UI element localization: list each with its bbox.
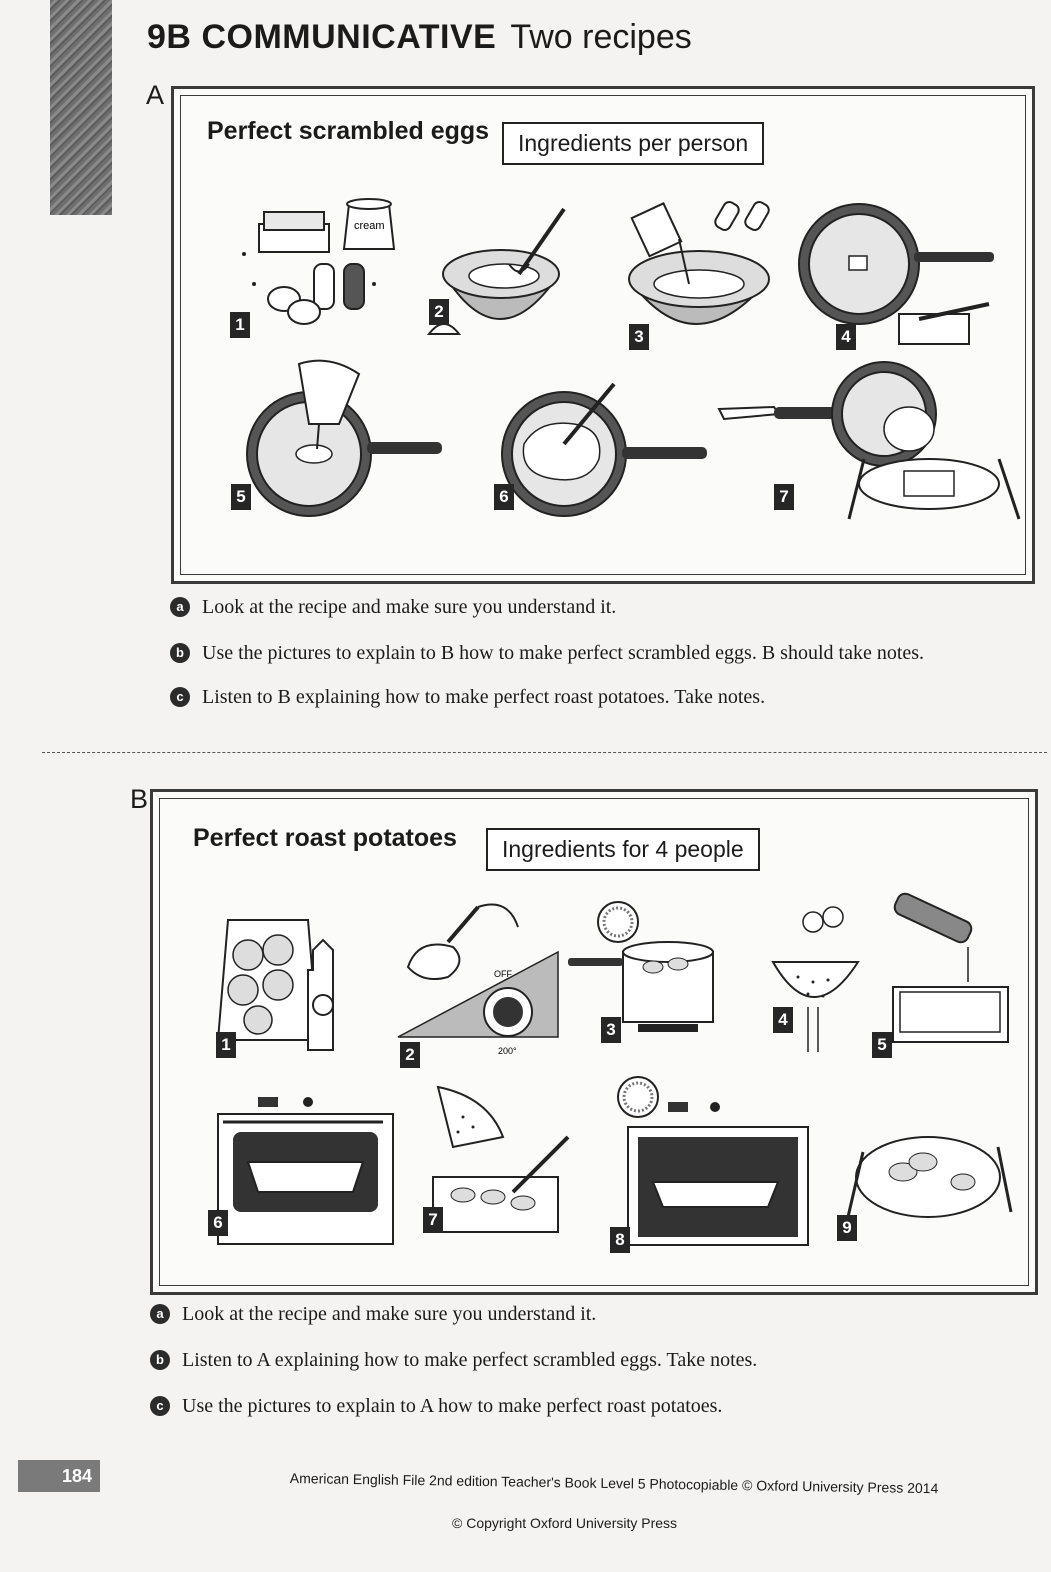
section-b-letter: B	[130, 784, 149, 814]
footer-credit: American English File 2nd edition Teacher's Book Level 5 Photocopiable © Oxford University Press 2014	[289, 1470, 939, 1497]
step-number: 2	[429, 299, 449, 325]
task-text: Listen to B explaining how to make perfect roast potatoes. Take notes.	[202, 686, 766, 708]
page-subtitle: Two recipes	[510, 18, 692, 56]
step-number: 6	[208, 1210, 228, 1236]
recipe-b-step-5-illustration	[868, 892, 1018, 1057]
recipe-b-step-8-illustration	[603, 1072, 813, 1249]
task-badge: a	[170, 597, 190, 617]
activity-type: COMMUNICATIVE	[201, 18, 497, 56]
task-text: Use the pictures to explain to B how to make perfect scrambled eggs. B should take notes.	[202, 642, 925, 664]
step-number: 7	[774, 484, 794, 510]
dial-temp-label: 200°	[498, 1046, 517, 1056]
recipe-b-box	[150, 789, 1038, 1295]
step-number: 5	[231, 484, 251, 510]
step-number: 3	[629, 324, 649, 350]
unit-code: 9B	[147, 18, 192, 56]
task-b	[170, 642, 924, 665]
recipe-b-step-2-illustration	[378, 892, 568, 1064]
step-number: 1	[216, 1032, 236, 1058]
recipe-a-step-1-illustration	[224, 194, 414, 359]
recipe-b-step-7-illustration	[418, 1077, 588, 1242]
task-badge: b	[170, 643, 190, 663]
step-number: 9	[837, 1215, 857, 1241]
step-number: 5	[872, 1032, 892, 1058]
dial-off-label: OFF	[494, 969, 512, 979]
task-badge: c	[150, 1396, 170, 1416]
step-number: 2	[400, 1042, 420, 1068]
recipe-a-step-5-illustration	[229, 354, 444, 519]
recipe-b-step-4-illustration	[763, 892, 873, 1057]
step-number: 4	[836, 324, 856, 350]
recipe-a-step-4-illustration	[789, 194, 999, 359]
footer-copyright: © Copyright Oxford University Press	[452, 1515, 678, 1531]
recipe-b-step-9-illustration	[833, 1132, 1013, 1297]
page-number: 184	[18, 1460, 100, 1492]
recipe-b-step-1-illustration	[208, 890, 358, 1055]
recipe-b-ingredients-label: Ingredients for 4 people	[486, 828, 760, 871]
task-badge: a	[150, 1304, 170, 1324]
task-c	[170, 686, 765, 709]
task-text: Look at the recipe and make sure you understand it.	[202, 596, 617, 618]
recipe-a-box	[171, 86, 1035, 584]
task-a	[170, 596, 616, 619]
task-badge: c	[170, 687, 190, 707]
task-a	[150, 1303, 596, 1326]
step-number: 4	[773, 1007, 793, 1033]
step-number: 7	[423, 1207, 443, 1233]
recipe-a-ingredients-label: Ingredients per person	[502, 122, 764, 165]
recipe-a-title: Perfect scrambled eggs	[207, 117, 490, 145]
task-text: Look at the recipe and make sure you understand it.	[182, 1303, 597, 1325]
task-text: Listen to A explaining how to make perfect scrambled eggs. Take notes.	[182, 1349, 758, 1371]
cream-jug-label: cream	[354, 220, 385, 232]
decorative-side-strip	[50, 0, 112, 215]
recipe-b-title: Perfect roast potatoes	[193, 824, 457, 852]
recipe-a-step-2-illustration	[424, 204, 574, 369]
recipe-a-step-3-illustration	[624, 194, 774, 359]
page-title	[147, 18, 692, 57]
task-text: Use the pictures to explain to A how to make perfect roast potatoes.	[182, 1395, 723, 1417]
step-number: 6	[494, 484, 514, 510]
step-number: 3	[601, 1017, 621, 1043]
recipe-b-step-3-illustration	[563, 892, 743, 1057]
recipe-a-step-6-illustration	[494, 374, 709, 539]
cut-line-divider	[42, 752, 1047, 753]
task-badge: b	[150, 1350, 170, 1370]
task-c	[150, 1395, 722, 1418]
recipe-a-step-7-illustration	[714, 359, 1024, 524]
step-number: 1	[230, 312, 250, 338]
recipe-b-step-6-illustration	[203, 1092, 403, 1257]
task-b	[150, 1349, 757, 1372]
step-number: 8	[610, 1227, 630, 1253]
section-a-letter: A	[146, 80, 165, 110]
